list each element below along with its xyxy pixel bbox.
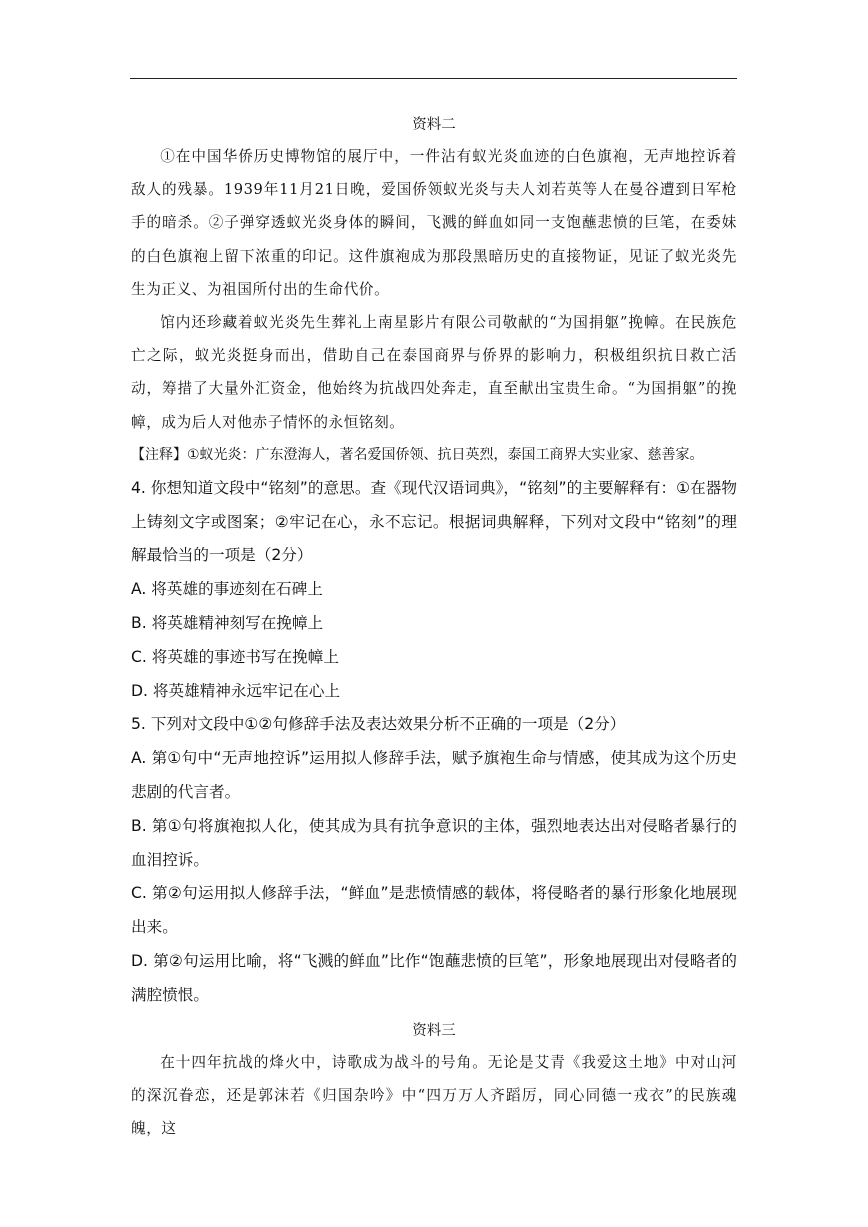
question-4-option-b: B. 将英雄精神刻写在挽幛上 (131, 614, 324, 633)
question-5-option-b: B. 第①句将旗袍拟人化，使其成为具有抗争意识的主体，强烈地表达出对侵略者暴行的血泪控诉。 (131, 816, 737, 869)
content-area (131, 110, 737, 1145)
question-4-option-d: D. 将英雄精神永远牢记在心上 (131, 681, 341, 700)
question-5-stem: 5. 下列对文段中①②句修辞手法及表达效果分析不正确的一项是（2分） (131, 715, 626, 734)
question-5-option-d: D. 第②句运用比喻，将“飞溅的鲜血”比作“饱蘸悲愤的巨笔”，形象地展现出对侵略者的满腔愤恨。 (131, 951, 737, 1004)
header-rule (130, 78, 737, 79)
section2-paragraph-2: 馆内还珍藏着蚁光炎先生葬礼上南星影片有限公司敬献的“为国捐躯”挽幛。在民族危亡之际，蚁光炎挺身而出，借助自己在泰国商界与侨界的影响力，积极组织抗日救亡活动，筹措了大量外汇资金，他始终为抗战四处奔走，直至献出宝贵生命。“为国捐躯”的挽幛，成为后人对他赤子情怀的永恒铭刻。 (131, 314, 737, 431)
question-4-stem: 4. 你想知道文段中“铭刻”的意思。查《现代汉语词典》，“铭刻”的主要解释有：①在器物上铸刻文字或图案；②牢记在心，永不忘记。根据词典解释，下列对文段中“铭刻”的理解最恰当的一项是（2分） (131, 478, 737, 565)
section2-title: 资料二 (412, 117, 456, 133)
section3-paragraph-1: 在十四年抗战的烽火中，诗歌成为战斗的号角。无论是艾青《我爱这土地》中对山河的深沉眷恋，还是郭沫若《归国杂吟》中“四万万人齐蹈厉，同心同德一戎衣”的民族魂魄，这 (131, 1053, 737, 1137)
question-5-option-c: C. 第②句运用拟人修辞手法，“鲜血”是悲愤情感的载体，将侵略者的暴行形象化地展现出来。 (131, 884, 737, 937)
section2-paragraph-1: ①在中国华侨历史博物馆的展厅中，一件沾有蚁光炎血迹的白色旗袍，无声地控诉着敌人的残暴。1939年11月21日晚，爱国侨领蚁光炎与夫人刘若英等人在曼谷遭到日军枪手的暗杀。②子弹穿透蚁光炎身体的瞬间，飞溅的鲜血如同一支饱蘸悲愤的巨笔，在委妹的白色旗袍上留下浓重的印记。这件旗袍成为那段黑暗历史的直接物证，见证了蚁光炎先生为正义、为祖国所付出的生命代价。 (131, 148, 737, 298)
question-4-option-a: A. 将英雄的事迹刻在石碑上 (131, 580, 323, 599)
section3-title: 资料三 (412, 1022, 456, 1039)
question-4-option-c: C. 将英雄的事迹书写在挽幛上 (131, 647, 339, 666)
section2-note: 【注释】①蚁光炎：广东澄海人，著名爱国侨领、抗日英烈，泰国工商界大实业家、慈善家。 (131, 446, 704, 463)
question-5-option-a: A. 第①句中“无声地控诉”运用拟人修辞手法，赋予旗袍生命与情感，使其成为这个历史悲剧的代言者。 (131, 749, 737, 801)
